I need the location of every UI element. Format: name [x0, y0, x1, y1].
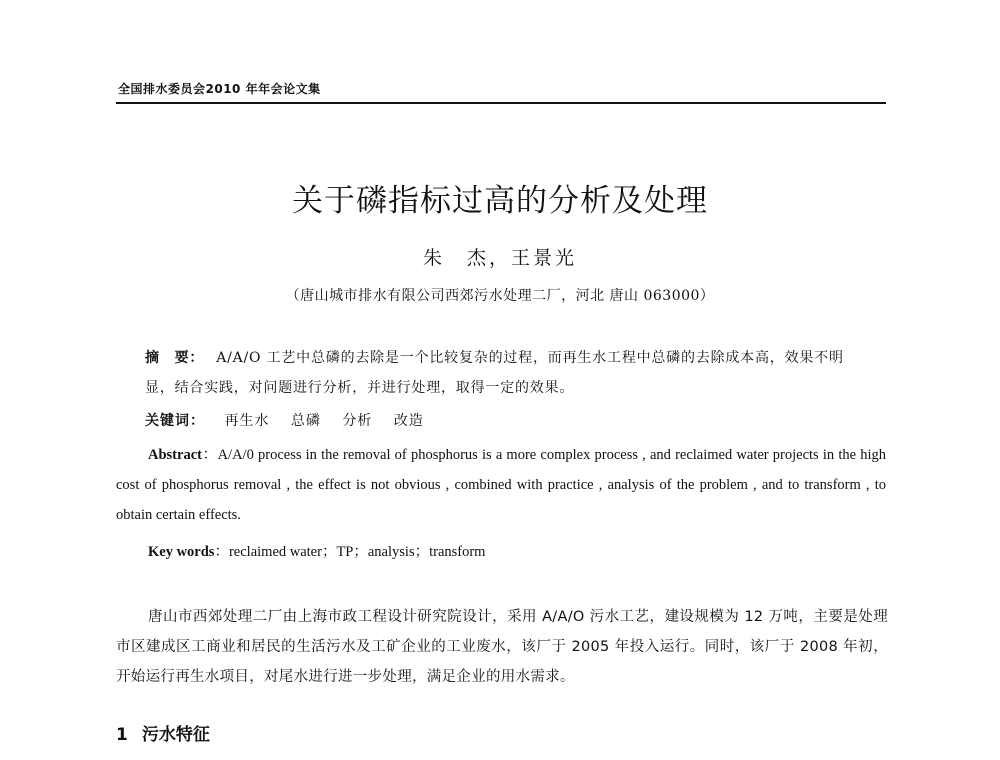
keyword-item: 总磷 [290, 413, 321, 429]
abstract-en-label: Abstract [148, 447, 202, 463]
authors: 朱 杰，王景光 [422, 247, 577, 269]
body-paragraph: 唐山市西郊处理二厂由上海市政工程设计研究院设计，采用 A/A/O 污水工艺，建设规模为 12 万吨，主要是处理市区建成区工商业和居民的生活污水及工矿企业的工业废水，该厂于 2005 年投入运行。同时，该厂于 2008 年初，开始运行再生水项目，对尾水进行进一步处理，满足企业的用水需求。 [116, 609, 888, 685]
abstract-english [116, 440, 886, 530]
abstract-en-text: ：A/A/0 process in the removal of phosphorus is a more complex process , and reclaimed water projects in the high cost of phosphorus removal , the effect is not obvious , combined with practice , analysis of the problem , and to transform , to obtain certain effects. [116, 447, 886, 523]
keywords-en-label: Key words [148, 544, 215, 560]
keywords-chinese [145, 410, 865, 430]
keyword-item: 再生水 [224, 413, 270, 429]
affiliation: （唐山城市排水有限公司西郊污水处理二厂，河北 唐山 063000） [285, 288, 715, 304]
keyword-item: 改造 [393, 413, 424, 429]
running-head: 全国排水委员会2010 年年会论文集 [118, 82, 321, 96]
keywords-en-text: ：reclaimed water；TP；analysis；transform [214, 544, 486, 560]
paper-title: 关于磷指标过高的分析及处理 [292, 183, 708, 219]
section-heading [116, 720, 210, 745]
section-title: 污水特征 [141, 725, 210, 745]
abstract-zh-label: 摘 要： [145, 350, 205, 366]
header-rule [116, 102, 886, 104]
keyword-item: 分析 [342, 413, 373, 429]
keywords-english [148, 540, 868, 561]
abstract-zh-text: A/A/O 工艺中总磷的去除是一个比较复杂的过程，而再生水工程中总磷的去除成本高，效果不明显，结合实践，对问题进行分析，并进行处理，取得一定的效果。 [145, 350, 844, 396]
keywords-zh-label: 关键词： [145, 413, 205, 429]
section-number: 1 [116, 725, 128, 745]
abstract-chinese [145, 343, 865, 403]
